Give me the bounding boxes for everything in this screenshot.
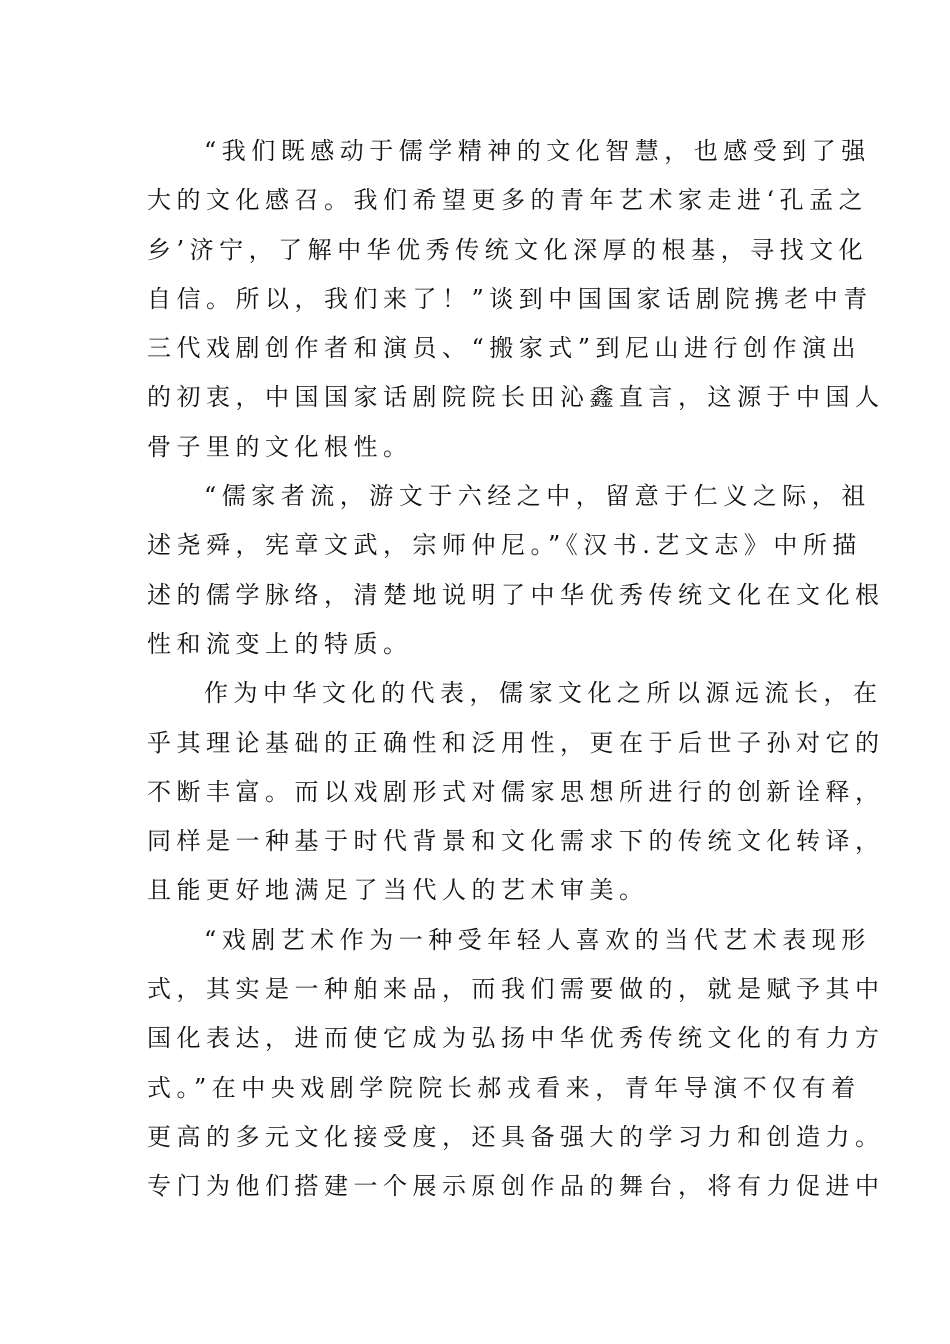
paragraph-4-line-1: “戏剧艺术作为一种受年轻人喜欢的当代艺术表现形 [204, 925, 871, 954]
paragraph-4-line-6: 专门为他们搭建一个展示原创作品的舞台，将有力促进中 [147, 1172, 885, 1201]
paragraph-4-line-5: 更高的多元文化接受度，还具备强大的学习力和创造力。 [147, 1122, 885, 1151]
paragraph-4-line-3: 国化表达，进而使它成为弘扬中华优秀传统文化的有力方 [147, 1024, 885, 1053]
paragraph-3-line-2: 乎其理论基础的正确性和泛用性，更在于后世子孙对它的 [147, 728, 885, 757]
paragraph-1-line-7: 骨子里的文化根性。 [147, 432, 413, 461]
paragraph-4-line-4: 式。”在中央戏剧学院院长郝戎看来，青年导演不仅有着 [147, 1073, 861, 1102]
paragraph-1-line-6: 的初衷，中国国家话剧院院长田沁鑫直言，这源于中国人 [147, 383, 885, 412]
paragraph-4-line-2: 式，其实是一种舶来品，而我们需要做的，就是赋予其中 [147, 975, 885, 1004]
paragraph-1-line-4: 自信。所以，我们来了！”谈到中国国家话剧院携老中青 [147, 284, 873, 313]
paragraph-3-line-5: 且能更好地满足了当代人的艺术审美。 [147, 876, 649, 905]
paragraph-2-line-4: 性和流变上的特质。 [147, 629, 413, 658]
paragraph-2-line-2: 述尧舜，宪章文武，宗师仲尼。”《汉书.艺文志》中所描 [147, 531, 862, 560]
paragraph-2-line-3: 述的儒学脉络，清楚地说明了中华优秀传统文化在文化根 [147, 580, 885, 609]
paragraph-1-line-5: 三代戏剧创作者和演员、“搬家式”到尼山进行创作演出 [147, 334, 862, 363]
paragraph-2-line-1: “儒家者流，游文于六经之中，留意于仁义之际，祖 [204, 482, 871, 511]
paragraph-3-line-3: 不断丰富。而以戏剧形式对儒家思想所进行的创新诠释， [147, 777, 885, 806]
paragraph-1-line-3: 乡’济宁，了解中华优秀传统文化深厚的根基，寻找文化 [147, 235, 869, 264]
paragraph-3-line-1: 作为中华文化的代表，儒家文化之所以源远流长，在 [204, 679, 883, 708]
paragraph-1-line-2: 大的文化感召。我们希望更多的青年艺术家走进‘孔孟之 [147, 186, 869, 215]
document-body [147, 127, 885, 1212]
paragraph-1-line-1: “我们既感动于儒学精神的文化智慧，也感受到了强 [204, 137, 871, 165]
paragraph-3-line-4: 同样是一种基于时代背景和文化需求下的传统文化转译， [147, 827, 885, 856]
